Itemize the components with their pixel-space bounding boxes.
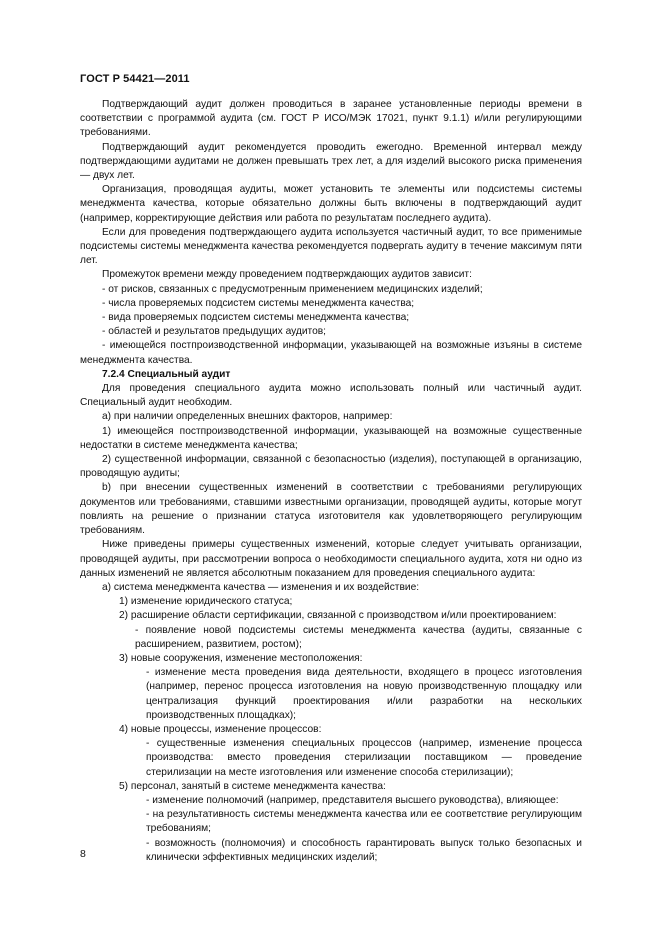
paragraph: Подтверждающий аудит рекомендуется проводить ежегодно. Временной интервал между подтверждающими аудитами не должен превышать трех лет, а для изделий высокого риска применения — двух лет. (80, 141, 582, 182)
paragraph: b) при внесении существенных изменений в соответствии с требованиями регулирующих документов или требованиями, ставшими известными организации, проводящей аудиты, которые могут повлиять на решение о признании статуса изготовителя как удовлетворяющего регулирующим требованиям. (80, 482, 582, 537)
paragraph: - на результативность системы менеджмента качества или ее соответствие регулирующим требованиям; (146, 809, 582, 835)
paragraph: - имеющейся постпроизводственной информации, указывающей на возможные изъяны в системе менеджмента качества. (80, 340, 582, 366)
paragraph: 2) существенной информации, связанной с безопасностью (изделия), поступающей в организацию, проводящую аудиты; (80, 454, 582, 480)
page-number: 8 (80, 848, 86, 860)
paragraph: - возможность (полномочия) и способность гарантировать выпуск только безопасных и клинически эффективных медицинских изделий; (146, 837, 582, 863)
paragraph: - от рисков, связанных с предусмотренным применением медицинских изделий; (102, 283, 483, 295)
paragraph: - изменение места проведения вида деятельности, входящего в процесс изготовления (например, перенос процесса изготовления на новую производственную площадку или централизация функций проектирования и/или разработки на нескольких производственных площадках); (146, 667, 582, 721)
paragraph: - изменение полномочий (например, представителя высшего руководства), влияющее: (146, 794, 559, 806)
paragraph: 3) новые сооружения, изменение местоположения: (119, 652, 363, 664)
paragraph: 2) расширение области сертификации, связанной с производством и/или проектированием: (119, 610, 557, 622)
paragraph: Ниже приведены примеры существенных изменений, которые следует учитывать организации, проводящей аудиты, при рассмотрении вопроса о необходимости специального аудита, хотя ни одно из данных изменений не является абсолютным показанием для проведения специального аудита: (80, 539, 582, 579)
paragraph: 1) изменение юридического статуса; (119, 596, 293, 608)
paragraph: - существенные изменения специальных процессов (например, изменение процесса производства: вместо проведения стерилизации поставщиком — проведение стерилизации на месте изготовления или изменение способа стерилизации); (146, 738, 582, 778)
page-header: ГОСТ Р 54421—2011 (80, 73, 190, 85)
paragraph: Организация, проводящая аудиты, может установить те элементы или подсистемы системы менеджмента качества, которые обязательно должны быть включены в подтверждающий аудит (например, корректирующие действия или работа по результатам последнего аудита). (80, 184, 582, 224)
paragraph: а) система менеджмента качества — изменения и их воздействие: (102, 581, 420, 593)
paragraph: - числа проверяемых подсистем системы менеджмента качества; (102, 297, 415, 309)
document-body (80, 98, 582, 865)
paragraph: а) при наличии определенных внешних факторов, например: (102, 411, 393, 423)
paragraph: - областей и результатов предыдущих аудитов; (102, 326, 326, 338)
paragraph: - вида проверяемых подсистем системы менеджмента качества; (102, 312, 410, 324)
paragraph: Для проведения специального аудита можно использовать полный или частичный аудит. Специальный аудит необходим. (80, 383, 582, 409)
paragraph: Подтверждающий аудит должен проводиться в заранее установленные периоды времени в соответствии с программой аудита (см. ГОСТ Р ИСО/МЭК 17021, пункт 9.1.1) и/или регулирующими требованиями. (80, 99, 582, 139)
paragraph: Промежуток времени между проведением подтверждающих аудитов зависит: (102, 269, 472, 281)
paragraph: Если для проведения подтверждающего аудита используется частичный аудит, то все применимые подсистемы системы менеджмента качества рекомендуется подвергать аудиту в течение максимум пяти лет. (80, 226, 582, 267)
paragraph: 1) имеющейся постпроизводственной информации, указывающей на возможные существенные недостатки в системе менеджмента качества; (80, 425, 582, 451)
paragraph: - появление новой подсистемы системы менеджмента качества (аудиты, связанные с расширением, развитием, ростом); (135, 624, 582, 650)
paragraph: 5) персонал, занятый в системе менеджмента качества: (119, 780, 386, 792)
paragraph: 4) новые процессы, изменение процессов: (119, 723, 322, 735)
section-heading: 7.2.4 Специальный аудит (102, 368, 231, 380)
